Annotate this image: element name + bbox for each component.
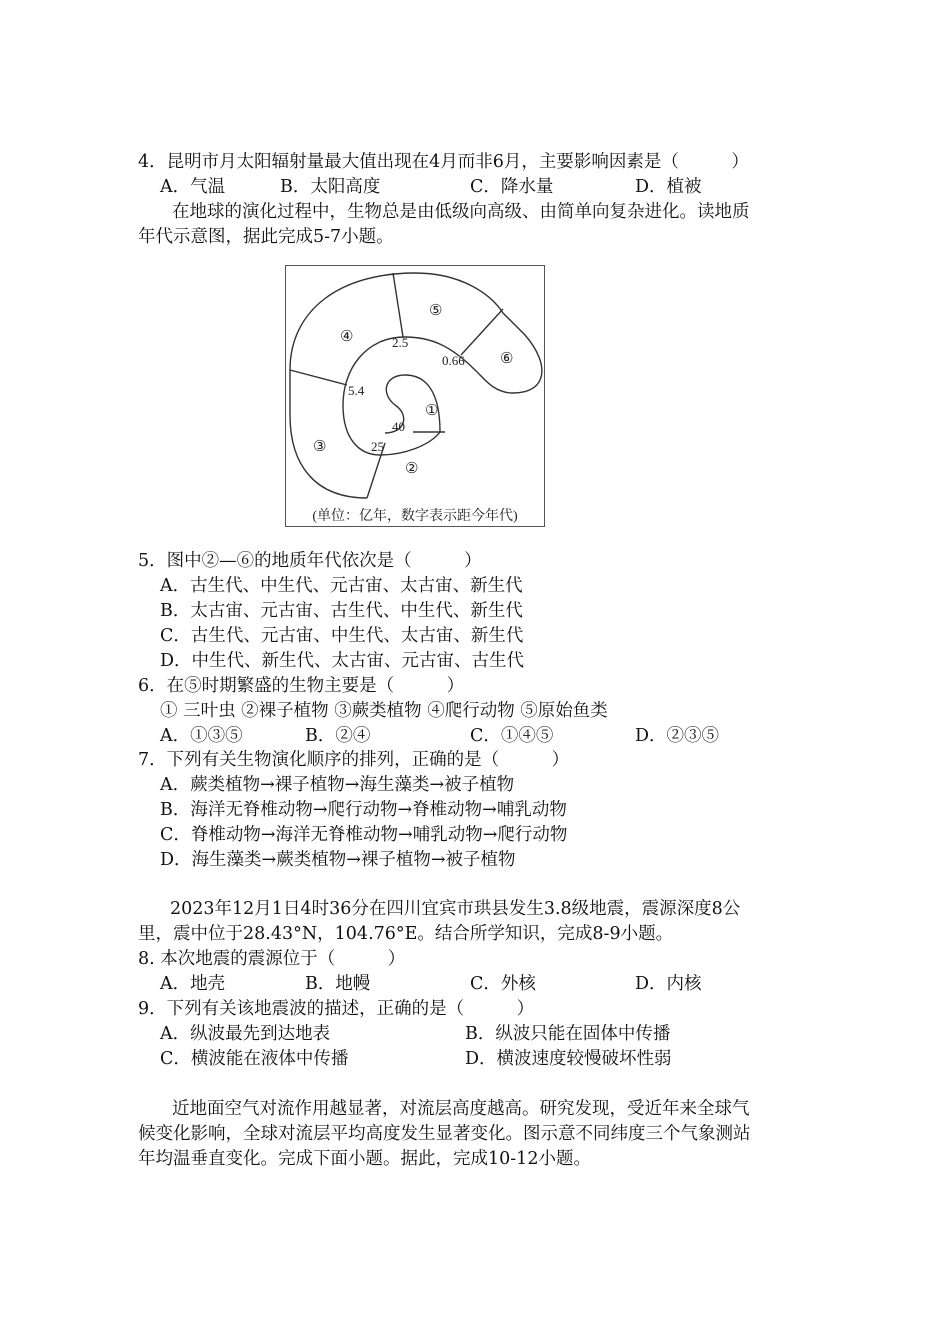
q8-option-c: C．外核: [470, 974, 536, 994]
q6-items: ① 三叶虫 ②裸子植物 ③蕨类植物 ④爬行动物 ⑤原始鱼类: [160, 701, 608, 721]
q9-option-c: C．横波能在液体中传播: [160, 1049, 349, 1069]
boundary-value-0-66: 0.66: [442, 353, 465, 368]
boundary-value-40: 40: [392, 419, 405, 434]
boundary-value-25: 25: [371, 439, 384, 454]
region-label-4: ④: [340, 329, 354, 345]
q4-option-a: A．气温: [160, 177, 226, 197]
geologic-time-figure: [285, 265, 545, 527]
intro-10-12-line1: 近地面空气对流作用越显著，对流层高度越高。研究发现，受近年来全球气: [172, 1099, 750, 1119]
q7-stem: 7．下列有关生物演化顺序的排列，正确的是（ ）: [138, 750, 570, 770]
q6-option-a: A．①③⑤: [160, 726, 243, 746]
q5-option-c: C．古生代、元古宙、中生代、太古宙、新生代: [160, 626, 524, 646]
q7-option-a: A．蕨类植物→裸子植物→海生藻类→被子植物: [160, 775, 515, 795]
q4-options: [160, 175, 702, 199]
region-label-1: ①: [425, 403, 439, 419]
q4-option-d: D．植被: [635, 177, 702, 197]
q8-stem: 8. 本次地震的震源位于（ ）: [138, 949, 406, 969]
q9-stem: 9．下列有关该地震波的描述，正确的是（ ）: [138, 999, 535, 1019]
q5-option-b: B．太古宙、元古宙、古生代、中生代、新生代: [160, 601, 523, 621]
boundary-value-5-4: 5.4: [348, 383, 365, 398]
region-label-3: ③: [313, 439, 327, 455]
intro-8-9-line2: 里，震中位于28.43°N，104.76°E。结合所学知识，完成8-9小题。: [138, 924, 674, 944]
intro-5-7-line1: 在地球的演化过程中，生物总是由低级向高级、由简单向复杂进化。读地质: [172, 202, 750, 222]
q5-option-a: A．古生代、中生代、元古宙、太古宙、新生代: [160, 576, 523, 596]
q9-option-a: A．纵波最先到达地表: [160, 1024, 331, 1044]
q6-stem: 6．在⑤时期繁盛的生物主要是（ ）: [138, 676, 465, 696]
q9-options-row2: [160, 1047, 672, 1071]
q6-option-b: B．②④: [305, 726, 371, 746]
q4-option-b: B．太阳高度: [280, 177, 381, 197]
intro-5-7-line2: 年代示意图，据此完成5-7小题。: [138, 227, 394, 247]
q9-option-b: B．纵波只能在固体中传播: [465, 1024, 671, 1044]
q6-option-d: D．②③⑤: [635, 726, 720, 746]
q7-option-c: C．脊椎动物→海洋无脊椎动物→哺乳动物→爬行动物: [160, 825, 568, 845]
q7-option-b: B．海洋无脊椎动物→爬行动物→脊椎动物→哺乳动物: [160, 800, 567, 820]
q6-option-c: C．①④⑤: [470, 726, 554, 746]
boundary-value-2-5: 2.5: [392, 335, 409, 350]
region-label-6: ⑥: [500, 351, 514, 367]
q4-option-c: C．降水量: [470, 177, 554, 197]
q9-option-d: D．横波速度较慢破坏性弱: [465, 1049, 672, 1069]
figure-caption: (单位：亿年，数字表示距今年代): [312, 509, 518, 524]
q9-options-row1: [160, 1022, 670, 1046]
q8-option-b: B．地幔: [305, 974, 371, 994]
q5-stem: 5．图中②—⑥的地质年代依次是（ ）: [138, 551, 482, 571]
region-label-5: ⑤: [429, 303, 443, 319]
q5-option-d: D．中生代、新生代、太古宙、元古宙、古生代: [160, 651, 525, 671]
intro-10-12-line2: 候变化影响，全球对流层平均高度发生显著变化。图示意不同纬度三个气象测站: [138, 1124, 751, 1144]
q8-option-a: A．地壳: [160, 974, 226, 994]
q7-option-d: D．海生藻类→蕨类植物→裸子植物→被子植物: [160, 850, 516, 870]
region-label-2: ②: [405, 461, 419, 477]
q8-option-d: D．内核: [635, 974, 702, 994]
q6-options: [160, 724, 719, 748]
q8-options: [160, 972, 702, 996]
q4-stem: 4．昆明市月太阳辐射量最大值出现在4月而非6月，主要影响因素是（ ）: [138, 152, 749, 172]
intro-8-9-line1: 2023年12月1日4时36分在四川宜宾市珙县发生3.8级地震，震源深度8公: [170, 899, 741, 919]
intro-10-12-line3: 年均温垂直变化。完成下面小题。据此，完成10-12小题。: [138, 1149, 591, 1169]
